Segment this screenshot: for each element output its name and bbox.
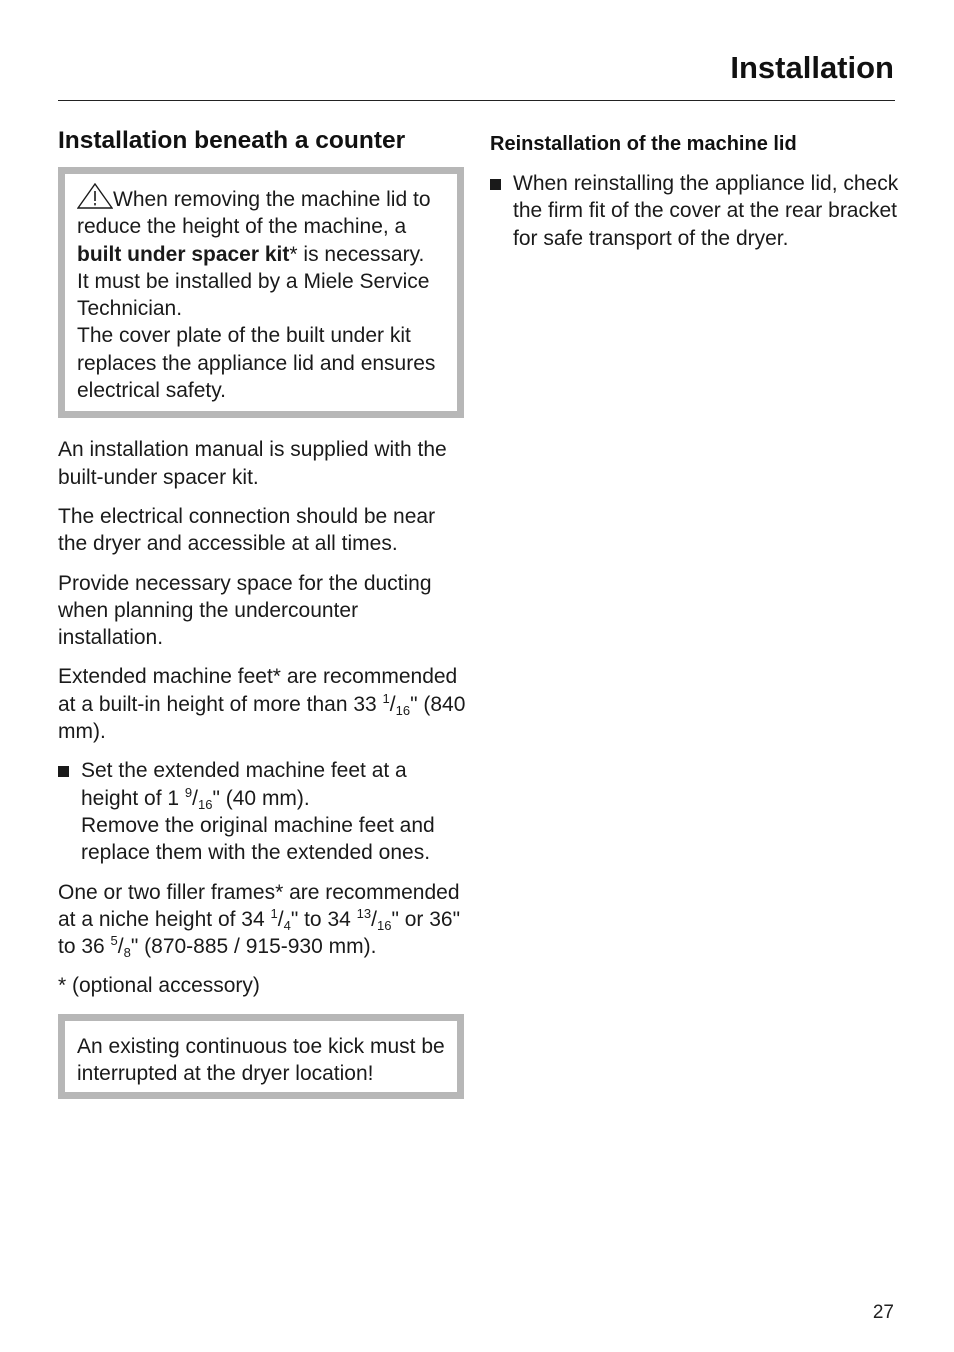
- paragraph-filler-frames: One or two filler frames* are recommended at a niche height of 34 $^1/_4$" to 34 $^{13}/_{16}$" or 36" to 36 $^5/_8$" (870-885 / 915-930 mm).: [58, 880, 461, 961]
- right-column: [490, 130, 900, 264]
- header-divider: [58, 100, 895, 101]
- note-box: [58, 1014, 464, 1100]
- bullet-text: Set the extended machine feet at a height of 1 $^9/_{16}$" (40 mm). Remove the original machine feet and replace them with the extended ones.: [81, 759, 435, 865]
- page-header-title: Installation: [730, 50, 894, 85]
- bullet-text: When reinstalling the appliance lid, check the firm fit of the cover at the rear bracket for safe transport of the dryer.: [513, 172, 899, 250]
- bullet-square-icon: [58, 757, 81, 866]
- page-number: 27: [872, 1302, 894, 1323]
- warning-line-3: The cover plate of the built under kit replaces the appliance lid and ensures electrical safety.: [77, 324, 436, 403]
- warning-text: When removing the machine lid to reduce the height of the machine, a: [77, 188, 431, 239]
- subsection-title: Reinstallation of the machine lid: [490, 133, 797, 155]
- note-text: An existing continuous toe kick must be interrupted at the dryer location!: [77, 1034, 445, 1086]
- warning-line-2: It must be installed by a Miele Service Technician.: [77, 269, 430, 321]
- warning-box: [58, 167, 464, 418]
- warning-text-end: * is necessary.: [289, 242, 425, 266]
- list-item: [490, 170, 900, 252]
- paragraph-manual: An installation manual is supplied with the built-under spacer kit.: [58, 438, 447, 489]
- paragraph-electrical: The electrical connection should be near the dryer and accessible at all times.: [58, 504, 436, 556]
- warning-bold-text: built under spacer kit: [77, 242, 290, 266]
- left-column: [58, 124, 466, 1099]
- section-title: Installation beneath a counter: [58, 127, 406, 154]
- list-item: [58, 757, 466, 866]
- paragraph-extended-feet: Extended machine feet* are recommended at a built-in height of more than 33 $^1/_{16}$" (840 mm).: [58, 665, 466, 744]
- warning-triangle-icon: [77, 183, 113, 209]
- footnote: * (optional accessory): [58, 974, 260, 998]
- bullet-square-icon: [490, 170, 513, 252]
- paragraph-ducting: Provide necessary space for the ducting when planning the undercounter installation.: [58, 571, 432, 650]
